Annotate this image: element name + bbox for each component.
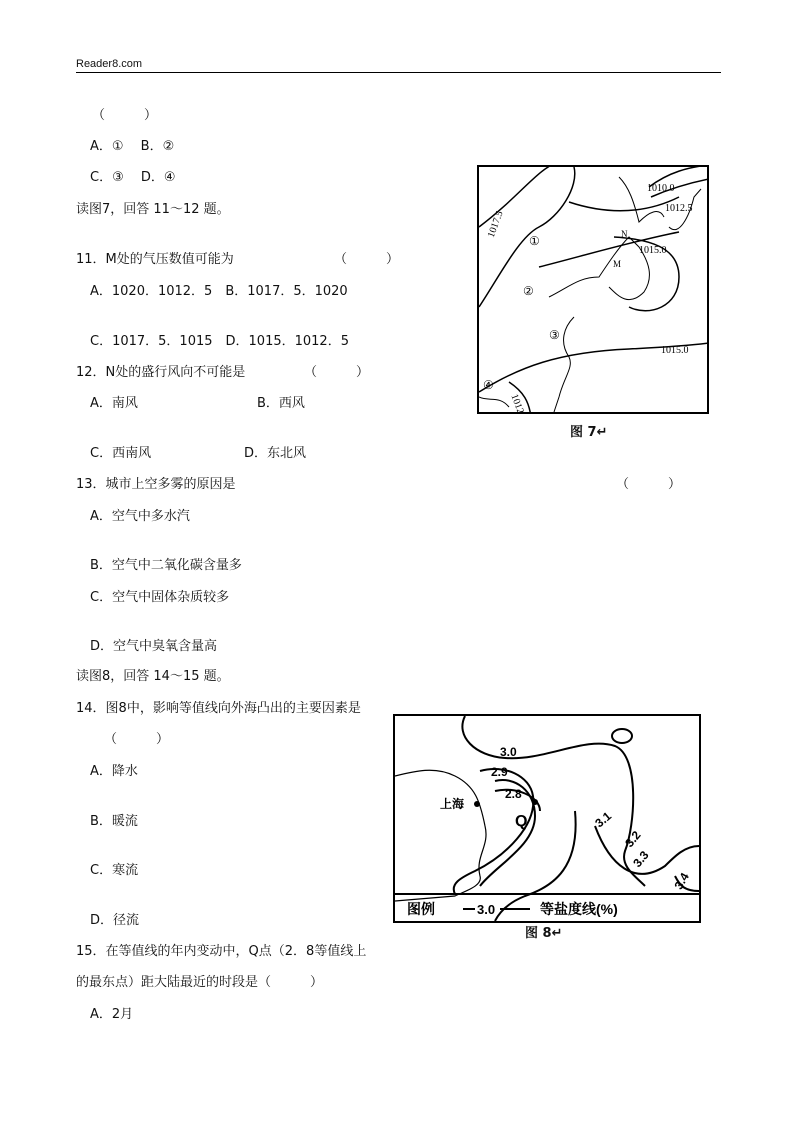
salinity-map-svg: [395, 716, 699, 921]
figure-8-caption: 图 8↵: [525, 926, 563, 941]
q12-paren: （ ）: [304, 365, 370, 380]
city-label-shanghai: 上海: [440, 797, 465, 811]
q12-option-c: C．西南风: [90, 446, 152, 461]
legend-value: 3.0: [477, 902, 496, 917]
isobar-label: 1012.5: [508, 392, 529, 412]
q13-option-b: B．空气中二氧化碳含量多: [90, 558, 242, 573]
figure-7-caption: 图 7↵: [570, 425, 608, 440]
isohaline-label: 2.9: [491, 765, 508, 779]
q14-option-b: B．暖流: [90, 814, 138, 829]
q11-options-cd: C．1017．5．1015 D．1015．1012．5: [90, 334, 349, 349]
point-1: ①: [529, 234, 540, 248]
q13-stem: 13．城市上空多雾的原因是: [76, 477, 236, 492]
isobar-label: 1012.5: [665, 203, 693, 214]
figure-8-map: [393, 714, 701, 923]
isobar-line: [479, 167, 559, 227]
isohaline-label: 3.2: [622, 828, 644, 850]
figure-7-map: [477, 165, 709, 414]
coastline: [479, 397, 509, 407]
isobar-map-svg: [479, 167, 707, 412]
q10-paren: （ ）: [92, 108, 158, 123]
point-q: Q: [515, 813, 528, 830]
fig8-intro: 读图8，回答 14～15 题。: [76, 669, 230, 684]
q13-option-a: A．空气中多水汽: [90, 509, 190, 524]
fig7-intro: 读图7，回答 11～12 题。: [76, 202, 230, 217]
q13-option-c: C．空气中固体杂质较多: [90, 590, 230, 605]
legend-text: 等盐度线(%): [540, 901, 618, 917]
isohaline-label: 3.3: [630, 848, 652, 870]
isobar-label: 1015.0: [639, 245, 667, 256]
city-marker: [474, 801, 480, 807]
island-outline: [612, 729, 632, 743]
q15-stem-line2: 的最东点）距大陆最近的时段是（ ）: [76, 975, 324, 990]
isohaline-label: 3.1: [592, 808, 615, 831]
isobar-label: 1015.0: [661, 345, 689, 356]
isobar-label: 1010.0: [647, 183, 675, 194]
q14-paren: （ ）: [104, 732, 170, 747]
q15-option-a: A．2月: [90, 1007, 134, 1022]
q15-stem-line1: 15．在等值线的年内变动中，Q点（2．8等值线上: [76, 944, 367, 959]
q13-option-d: D．空气中臭氧含量高: [90, 639, 218, 654]
q14-stem: 14．图8中，影响等值线向外海凸出的主要因素是: [76, 701, 361, 716]
coastline: [549, 237, 649, 300]
q12-option-d: D．东北风: [244, 446, 307, 461]
page-header: Reader8.com: [76, 58, 143, 70]
q12-option-a: A．南风: [90, 396, 138, 411]
marker-n: N: [621, 229, 628, 239]
q10-options-cd: C．③ D．④: [90, 170, 176, 185]
legend-title: 图例: [407, 901, 435, 917]
isohaline-3-2: [595, 826, 699, 874]
q10-options-ab: A．① B．②: [90, 139, 175, 154]
header-rule: [76, 72, 721, 73]
isobar-line: [569, 197, 679, 211]
isohaline-label: 3.0: [500, 745, 517, 759]
point-4: ④: [483, 378, 494, 392]
q13-paren: （ ）: [616, 477, 682, 492]
marker-m: M: [613, 259, 622, 269]
q12-stem: 12．N处的盛行风向不可能是: [76, 365, 246, 380]
q11-options-ab: A．1020．1012．5 B．1017．5．1020: [90, 284, 348, 299]
isobar-label: 1017.5: [485, 209, 506, 240]
point-3: ③: [549, 328, 560, 342]
coastline: [395, 770, 486, 901]
point-2: ②: [523, 284, 534, 298]
q14-option-c: C．寒流: [90, 863, 139, 878]
isohaline-label: 2.8: [505, 787, 522, 801]
q14-option-a: A．降水: [90, 764, 138, 779]
q11-paren: （ ）: [334, 252, 400, 267]
q11-stem: 11．M处的气压数值可能为: [76, 252, 234, 267]
q12-option-b: B．西风: [257, 396, 305, 411]
isohaline-label: 3.4: [671, 870, 692, 892]
q-marker: [532, 799, 538, 805]
q14-option-d: D．径流: [90, 913, 140, 928]
